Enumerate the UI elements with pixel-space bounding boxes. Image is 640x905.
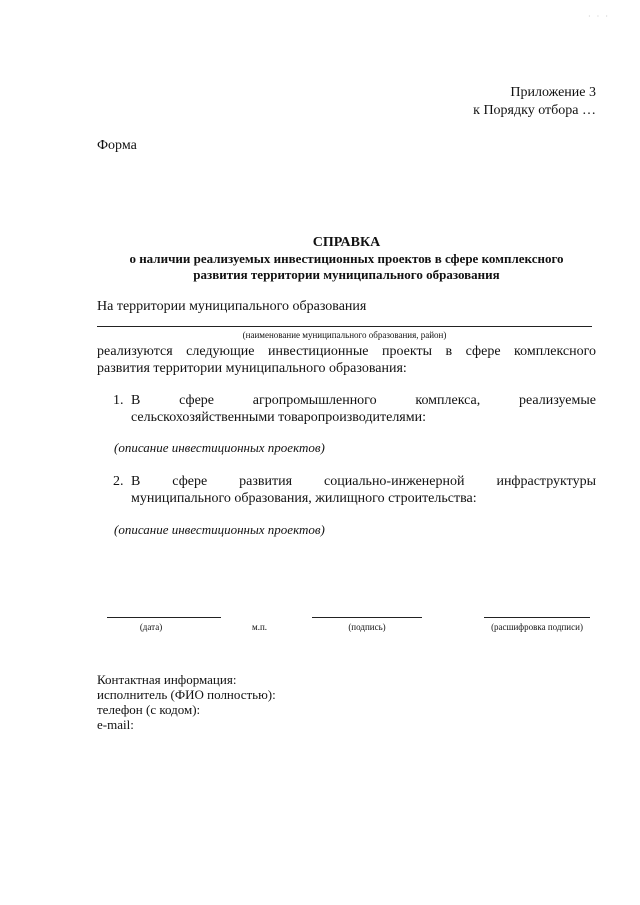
item-2-line2: муниципального образования, жилищного строительства: <box>131 491 477 506</box>
document-subtitle-line1: о наличии реализуемых инвестиционных проектов в сфере комплексного <box>129 251 564 266</box>
territory-label: На территории муниципального образования <box>97 299 367 314</box>
intro-line2: развития территории муниципального образования: <box>97 361 407 376</box>
corner-mark: · · · <box>588 12 610 21</box>
contact-phone: телефон (с кодом): <box>97 702 201 717</box>
contact-title: Контактная информация: <box>97 672 237 687</box>
contact-email: e-mail: <box>97 717 134 732</box>
item-1-line1: В сфере агропромышленного комплекса, реализуемые <box>131 393 596 408</box>
date-line <box>107 617 221 618</box>
intro-line1: реализуются следующие инвестиционные проекты в сфере комплексного <box>97 344 596 359</box>
item-2-description: (описание инвестиционных проектов) <box>114 522 325 537</box>
date-caption: (дата) <box>139 622 163 632</box>
signature-decode-caption: (расшифровка подписи) <box>491 622 583 632</box>
appendix-label: Приложение 3 <box>510 85 596 100</box>
stamp-caption: м.п. <box>252 622 268 632</box>
item-1-line2: сельскохозяйственными товаропроизводителями: <box>131 410 426 425</box>
document-title: СПРАВКА <box>312 235 381 250</box>
order-reference: к Порядку отбора … <box>473 103 596 118</box>
signature-line <box>312 617 422 618</box>
contact-executor: исполнитель (ФИО полностью): <box>97 687 276 702</box>
municipality-name-line <box>97 326 592 327</box>
item-2-line1: В сфере развития социально-инженерной инфраструктуры <box>131 474 596 489</box>
item-1-description: (описание инвестиционных проектов) <box>114 440 325 455</box>
document-subtitle-line2: развития территории муниципального образования <box>193 267 500 282</box>
form-label: Форма <box>97 138 137 153</box>
item-1-number: 1. <box>113 393 124 408</box>
item-2-number: 2. <box>113 474 124 489</box>
signature-caption: (подпись) <box>348 622 386 632</box>
signature-decode-line <box>484 617 590 618</box>
municipality-name-caption: (наименование муниципального образования, район) <box>242 330 447 340</box>
